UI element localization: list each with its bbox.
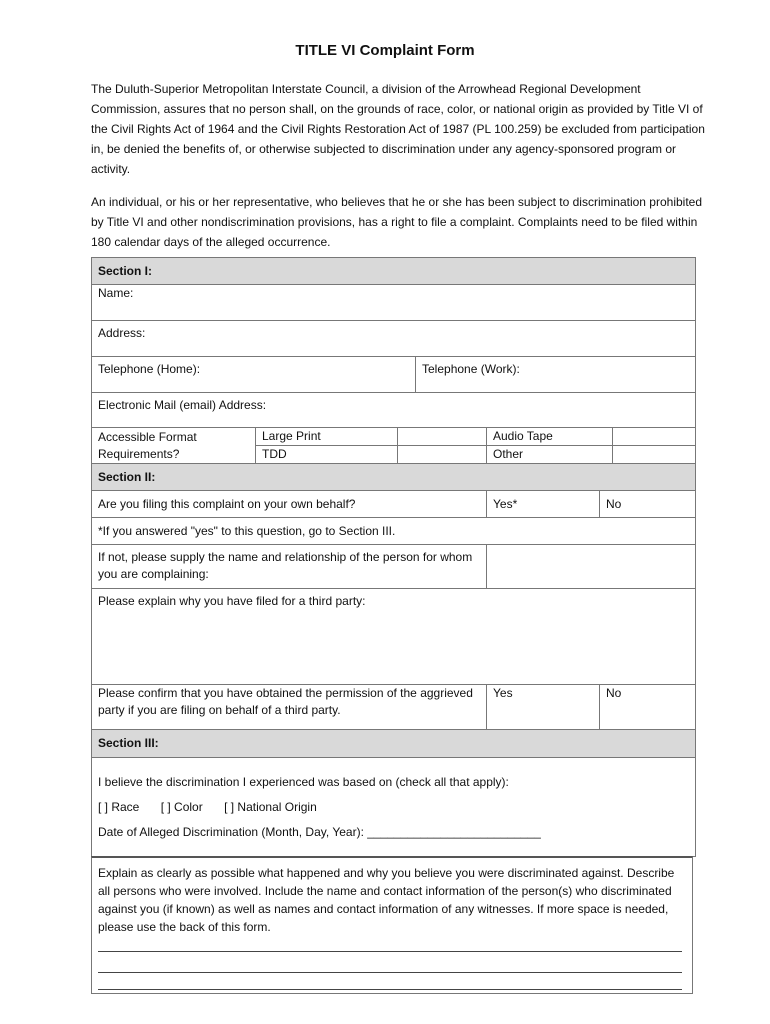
own-behalf-no-option[interactable]: No	[600, 491, 696, 518]
explanation-instructions: Explain as clearly as possible what happened and why you believe you were discriminated against. Describe all persons who were involved. Include the name and contact information of the person(s) who discriminated against you (if known) as well as names and contact information of any witnesses. If more space is needed, please use the back of this form.	[98, 866, 675, 934]
address-field[interactable]	[92, 321, 696, 357]
form-title: TITLE VI Complaint Form	[295, 42, 475, 59]
race-checkbox[interactable]: [ ] Race	[98, 800, 140, 814]
other-checkbox[interactable]	[613, 446, 696, 464]
tdd-checkbox[interactable]	[398, 446, 487, 464]
audio-tape-label: Audio Tape	[487, 428, 613, 446]
accessible-format-label: Accessible Format Requirements?	[92, 428, 256, 464]
discrimination-basis-block	[92, 758, 696, 857]
other-label: Other	[487, 446, 613, 464]
permission-no-option[interactable]: No	[600, 685, 696, 730]
large-print-label: Large Print	[256, 428, 398, 446]
telephone-work-label: Telephone (Work):	[422, 362, 520, 376]
tdd-label: TDD	[256, 446, 398, 464]
name-field[interactable]	[92, 285, 696, 321]
basis-checkbox-row	[98, 795, 689, 820]
answer-line-3[interactable]	[98, 989, 682, 990]
audio-tape-checkbox[interactable]	[613, 428, 696, 446]
section-1-heading: Section I:	[92, 258, 696, 285]
explanation-box[interactable]	[91, 856, 693, 994]
permission-yes-option[interactable]: Yes	[487, 685, 600, 730]
email-label: Electronic Mail (email) Address:	[98, 398, 267, 412]
own-behalf-question: Are you filing this complaint on your own behalf?	[92, 491, 487, 518]
large-print-checkbox[interactable]	[398, 428, 487, 446]
intro-paragraph-1: The Duluth-Superior Metropolitan Interstate Council, a division of the Arrowhead Regional Development Commission, assures that no person shall, on the grounds of race, color, or national origin as provided by Title VI of the Civil Rights Act of 1964 and the Civil Rights Restoration Act of 1987 (PL 100.259) be excluded from participation in, be denied the benefits of, or otherwise subjected to discrimination under any agency-sponsored program or activity.	[91, 82, 705, 176]
if-not-label: If not, please supply the name and relationship of the person for whom you are complaining:	[92, 545, 487, 589]
permission-confirm-label: Please confirm that you have obtained the permission of the aggrieved party if you are filing on behalf of a third party.	[92, 685, 487, 730]
alleged-date-field[interactable]: Date of Alleged Discrimination (Month, Day, Year): __________________________	[98, 825, 541, 839]
telephone-home-label: Telephone (Home):	[98, 362, 201, 376]
telephone-home-field[interactable]	[92, 357, 416, 393]
color-checkbox[interactable]: [ ] Color	[160, 800, 203, 814]
own-behalf-yes-option[interactable]: Yes*	[487, 491, 600, 518]
section-2-heading: Section II:	[92, 464, 696, 491]
complaint-form-table	[91, 257, 696, 857]
name-label: Name:	[98, 286, 134, 300]
if-not-answer-field[interactable]	[487, 545, 696, 589]
intro-paragraph-2: An individual, or his or her representative, who believes that he or she has been subject to discrimination prohibited by Title VI and other nondiscrimination provisions, has a right to file a complaint. Complaints need to be filed within 180 calendar days of the alleged occurrence.	[91, 195, 703, 249]
third-party-explain-label: Please explain why you have filed for a third party:	[98, 594, 366, 608]
national-origin-checkbox[interactable]: [ ] National Origin	[224, 800, 317, 814]
section-3-heading: Section III:	[92, 730, 696, 758]
discrimination-basis-label: I believe the discrimination I experienced was based on (check all that apply):	[98, 775, 509, 789]
email-field[interactable]	[92, 393, 696, 428]
telephone-work-field[interactable]	[416, 357, 696, 393]
yes-note: *If you answered "yes" to this question, go to Section III.	[92, 518, 696, 545]
address-label: Address:	[98, 326, 146, 340]
third-party-explain-field[interactable]	[92, 589, 696, 685]
